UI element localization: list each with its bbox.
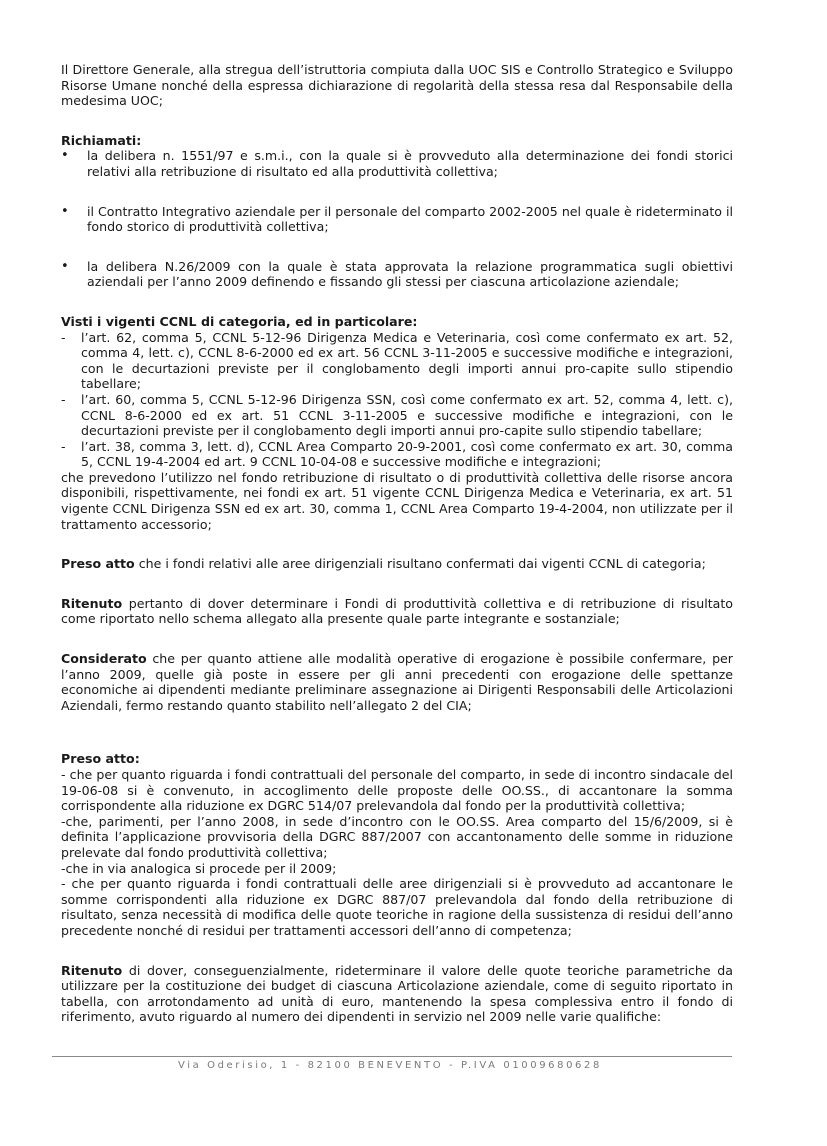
richiamati-item: • la delibera N.26/2009 con la quale è stata approvata la relazione programmatica sugli obiettivi aziendali per l’anno 2009 definendo e fissando gli stessi per ciascuna articolazione aziendale; [61,258,733,290]
richiamati-item: • il Contratto Integrativo aziendale per il personale del comparto 2002-2005 nel quale è rideterminato il fondo storico di produttività collettiva; [61,203,733,235]
preso-atto-line: - che per quanto riguarda i fondi contrattuali del personale del comparto, in sede di incontro sindacale del 19-06-08 si è convenuto, in accoglimento delle proposte delle OO.SS., di accantonare la somma corrispondente alla riduzione ex DGRC 514/07 prelevandola dal fondo per la produttività collettiva; [61,767,733,814]
ritenuto-label: Ritenuto [61,595,123,611]
preso-atto-line: -che, parimenti, per l’anno 2008, in sede d’incontro con le OO.SS. Area comparto del 15/6/2009, si è definita l’applicazione provvisoria della DGRC 887/2007 con accantonamento delle somme in riduzione prelevate dal fondo produttività collettiva; [61,813,733,860]
ritenuto-final-paragraph: Ritenuto di dover, conseguenzialmente, rideterminare il valore delle quote teoriche parametriche da utilizzare per la costituzione dei budget di ciascuna Articolazione aziendale, come di seguito riportato in tabella, con arrotondamento ad unità di euro, mantenendo la spesa complessiva entro il fondo di riferimento, avuto riguardo al numero dei dipendenti in servizio nel 2009 nelle varie qualifiche: [61,962,733,1025]
bullet-icon: • [61,203,69,219]
document-body [61,62,733,1025]
considerato-paragraph: Considerato che per quanto attiene alle modalità operative di erogazione è possibile confermare, per l’anno 2009, quelle già poste in essere per gli anni precedenti con erogazione delle spettanze economiche ai dipendenti mediante preliminare assegnazione ai Dirigenti Responsabili delle Articolazioni Aziendali, fermo restando quanto stabilito nell’allegato 2 del CIA; [61,651,733,713]
richiamati-item: • la delibera n. 1551/97 e s.m.i., con la quale si è provveduto alla determinazione dei fondi storici relativi alla retribuzione di risultato ed alla produttività collettiva; [61,148,733,179]
preso-atto-line: -che in via analogica si procede per il 2009; [61,860,337,876]
visti-closing: che prevedono l’utilizzo nel fondo retribuzione di risultato o di produttività collettiva delle risorse ancora disponibili, rispettivamente, nei fondi ex art. 51 vigente CCNL Dirigenza Medica e Veterinaria, ex art. 51 vigente CCNL Dirigenza SSN ed ex art. 30, comma 1, CCNL Area Comparto 19-4-2004, non utilizzate per il trattamento accessorio; [61,469,733,532]
dash-icon: - [61,391,66,407]
footer-address: Via Oderisio, 1 - 82100 BENEVENTO - P.IVA 01009680628 [178,1060,602,1071]
visti-item: - l’art. 62, comma 5, CCNL 5-12-96 Dirigenza Medica e Veterinaria, così come confermato ex art. 52, comma 4, lett. c), CCNL 8-6-2000 ed ex art. 56 CCNL 3-11-2005 e successive modifiche e integrazioni, con le decurtazioni previste per il conglobamento degli importi annui pro-capite sullo stipendio tabellare; [61,329,733,392]
ritenuto-paragraph: Ritenuto pertanto di dover determinare i Fondi di produttività collettiva e di retribuzione di risultato come riportato nello schema allegato alla presente quale parte integrante e sostanziale; [61,595,733,627]
preso-atto-paragraph: Preso atto che i fondi relativi alle aree dirigenziali risultano confermati dai vigenti CCNL di categoria; [61,556,706,572]
dash-icon: - [61,329,66,345]
considerato-label: Considerato [61,651,147,667]
visti-item: - l’art. 38, comma 3, lett. d), CCNL Area Comparto 20-9-2001, così come confermato ex art. 30, comma 5, CCNL 19-4-2004 ed art. 9 CCNL 10-04-08 e successive modifiche e integrazioni; [61,438,733,470]
richiamati-heading: Richiamati: [61,132,142,148]
preso-atto-label: Preso atto [61,556,135,572]
ritenuto-final-label: Ritenuto [61,962,123,978]
visti-item: - l’art. 60, comma 5, CCNL 5-12-96 Dirigenza SSN, così come confermato ex art. 52, comma 4, lett. c), CCNL 8-6-2000 ed ex art. 51 CCNL 3-11-2005 e successive modifiche e integrazioni, con le decurtazioni previste per il conglobamento degli importi annui pro-capite sullo stipendio tabellare; [61,391,733,439]
preso-atto-heading: Preso atto: [61,751,140,767]
bullet-icon: • [61,148,69,164]
bullet-icon: • [61,258,69,274]
visti-heading: Visti i vigenti CCNL di categoria, ed in particolare: [61,313,418,329]
intro-paragraph: Il Direttore Generale, alla stregua dell’istruttoria compiuta dalla UOC SIS e Controllo Strategico e Sviluppo Risorse Umane nonché della espressa dichiarazione di regolarità della stessa resa dal Responsabile della medesima UOC; [61,62,733,109]
footer-divider [52,1056,732,1057]
dash-icon: - [61,438,66,454]
preso-atto-line: - che per quanto riguarda i fondi contrattuali delle aree dirigenziali si è provveduto ad accantonare le somme corrispondenti alla riduzione ex DGRC 887/07 prelevandola dal fondo della retribuzione di risultato, senza necessità di modifica delle quote teoriche in ragione della sussistenza di residui dell’anno precedente nonché di residui per trattamenti accessori dell’anno di competenza; [61,876,733,938]
